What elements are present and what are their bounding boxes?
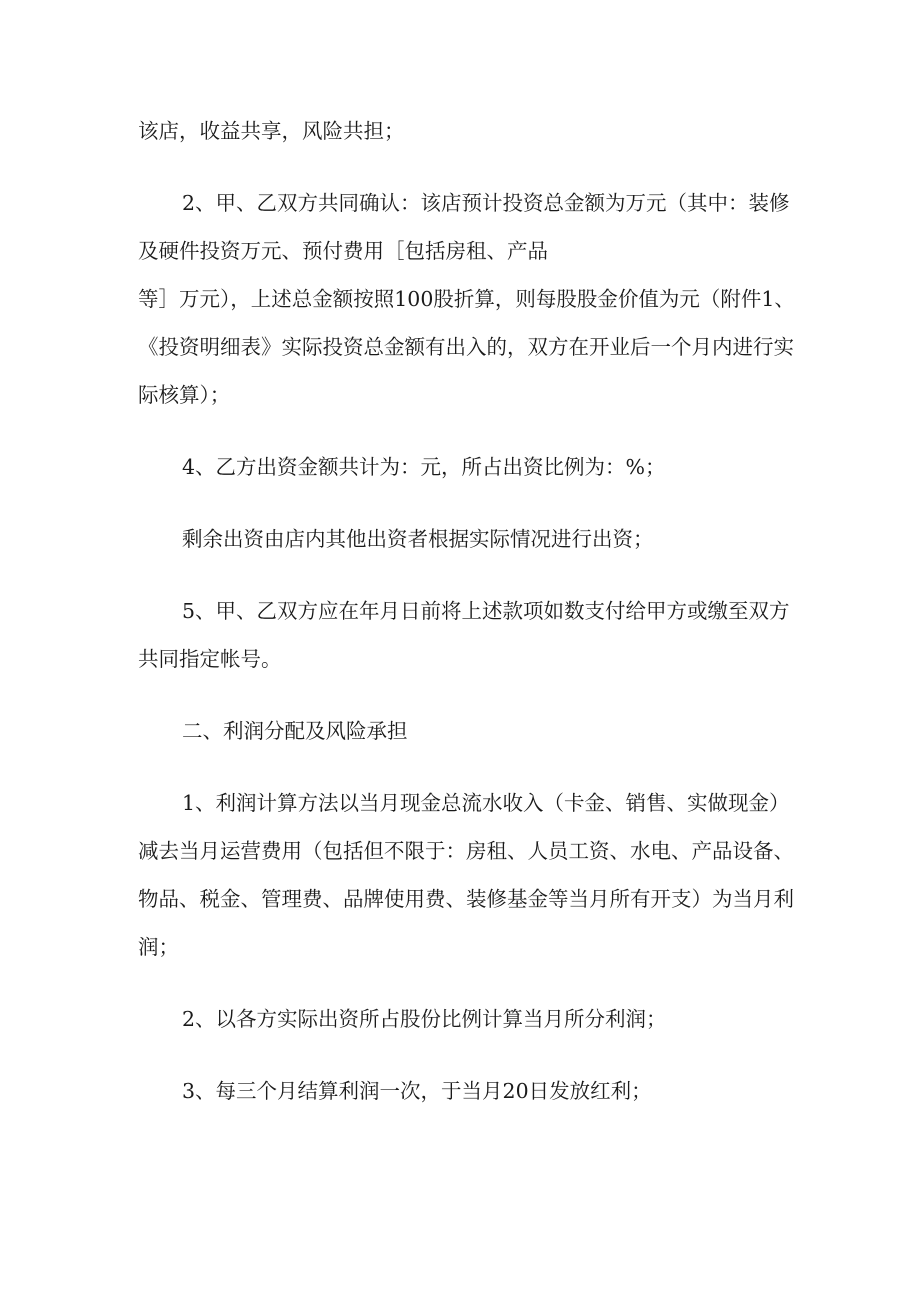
paragraph-line: 润； xyxy=(138,935,179,959)
paragraph-line: 剩余出资由店内其他出资者根据实际情况进行出资； xyxy=(182,527,654,551)
paragraph-line: 3、每三个月结算利润一次，于当月20日发放红利； xyxy=(182,1079,652,1103)
section-heading: 二、利润分配及风险承担 xyxy=(182,719,408,743)
paragraph-line: 该店，收益共享，风险共担； xyxy=(138,119,405,143)
paragraph-line: 5、甲、乙双方应在年月日前将上述款项如数支付给甲方或缴至双方 xyxy=(182,599,790,623)
paragraph-line: 物品、税金、管理费、品牌使用费、装修基金等当月所有开支）为当月利 xyxy=(138,887,794,911)
paragraph-line: 2、甲、乙双方共同确认：该店预计投资总金额为万元（其中：装修 xyxy=(182,191,790,215)
paragraph-line: 共同指定帐号。 xyxy=(138,647,282,671)
paragraph-line: 《投资明细表》实际投资总金额有出入的，双方在开业后一个月内进行实 xyxy=(138,335,794,359)
paragraph-line: 2、以各方实际出资所占股份比例计算当月所分利润； xyxy=(182,1007,667,1031)
paragraph-line: 际核算）； xyxy=(138,383,231,407)
paragraph-line: 4、乙方出资金额共计为：元，所占出资比例为：%； xyxy=(182,455,666,479)
paragraph-line: 减去当月运营费用（包括但不限于：房租、人员工资、水电、产品设备、 xyxy=(138,839,794,863)
paragraph-line: 等］万元），上述总金额按照100股折算，则每股股金价值为元（附件1、 xyxy=(138,287,795,311)
paragraph-line: 1、利润计算方法以当月现金总流水收入（卡金、销售、实做现金） xyxy=(182,791,790,815)
paragraph-line: 及硬件投资万元、预付费用［包括房租、产品 xyxy=(138,239,548,263)
